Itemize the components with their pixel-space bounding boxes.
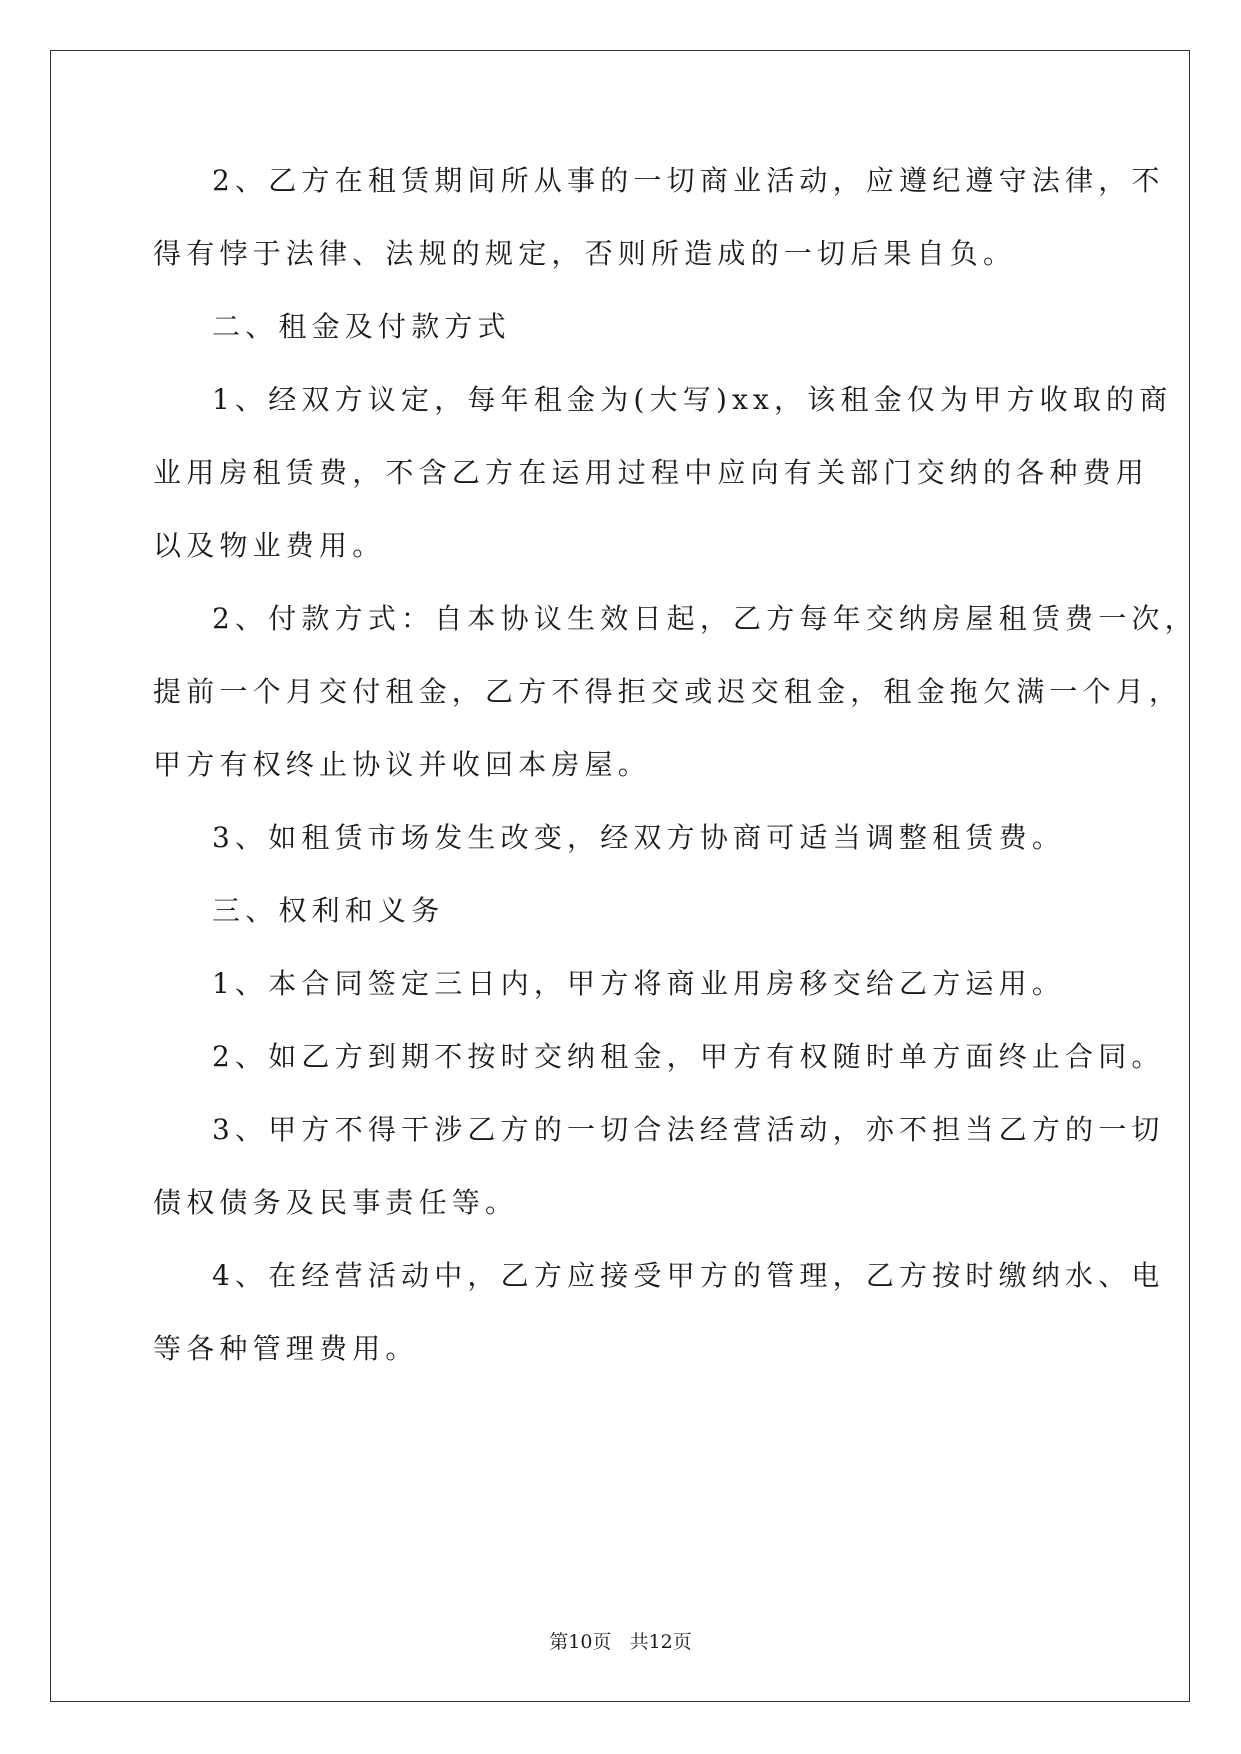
text-line: 等各种管理费用。 <box>153 1332 419 1365</box>
text-line: 4、在经营活动中，乙方应接受甲方的管理，乙方按时缴纳水、电 <box>212 1259 1165 1292</box>
section-heading: 三、权利和义务 <box>212 894 445 927</box>
page-footer <box>0 1630 1241 1654</box>
text-line: 2、乙方在租赁期间所从事的一切商业活动，应遵纪遵守法律，不 <box>212 164 1165 197</box>
text-line: 2、如乙方到期不按时交纳租金，甲方有权随时单方面终止合同。 <box>212 1040 1165 1073</box>
page-border <box>50 50 1190 1702</box>
text-line: 债权债务及民事责任等。 <box>153 1186 519 1219</box>
page-number: 第10页 <box>549 1631 612 1653</box>
text-line: 甲方有权终止协议并收回本房屋。 <box>153 748 652 781</box>
text-line: 1、本合同签定三日内，甲方将商业用房移交给乙方运用。 <box>212 967 1066 1000</box>
text-line: 得有悖于法律、法规的规定，否则所造成的一切后果自负。 <box>153 237 1017 270</box>
page-total: 共12页 <box>629 1631 692 1653</box>
text-line: 3、如租赁市场发生改变，经双方协商可适当调整租赁费。 <box>212 821 1066 854</box>
text-line: 2、付款方式：自本协议生效日起，乙方每年交纳房屋租赁费一次， <box>212 602 1198 635</box>
footer-spacer <box>611 1631 629 1653</box>
text-line: 以及物业费用。 <box>153 529 386 562</box>
text-line: 提前一个月交付租金，乙方不得拒交或迟交租金，租金拖欠满一个月， <box>153 675 1183 708</box>
text-line: 3、甲方不得干涉乙方的一切合法经营活动，亦不担当乙方的一切 <box>212 1113 1165 1146</box>
text-line: 业用房租赁费，不含乙方在运用过程中应向有关部门交纳的各种费用 <box>153 456 1150 489</box>
section-heading: 二、租金及付款方式 <box>212 310 511 343</box>
text-line: 1、经双方议定，每年租金为(大写)xx，该租金仅为甲方收取的商 <box>212 383 1173 416</box>
